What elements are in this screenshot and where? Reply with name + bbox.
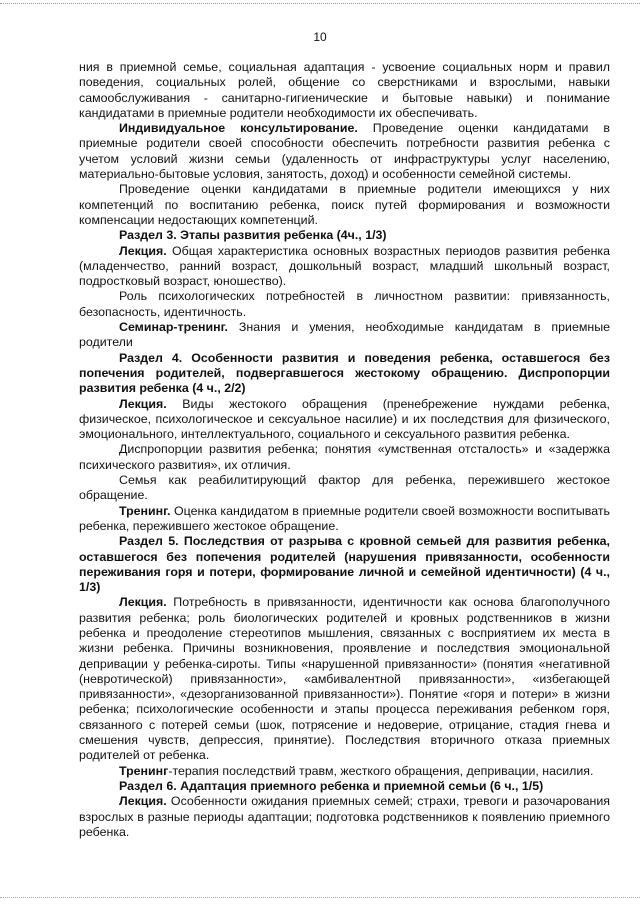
paragraph-text: Потребность в привязанности, идентичности как основа благополучного развития ребенка; роль биологических родителей и кровных родственников в жизни ребенка и преодоление стереотипов мышления, связанных с восприятием их места в жизни ребенка. Причины возникновения, проявление и последствия эмоциональной депривации у ребенка-сироты. Типы «нарушенной привязанности» (понятия «негативной (невротической) привязанности», «амбивалентной привязанности», «избегающей привязанности», «дезорганизованной привязанности»). Понятие «горя и потери» в жизни ребенка; психологические особенности и этапы процесса переживания ребенком горя, связанного с потерей семьи (шок, потрясение и недоверие, отрицание, стадия гнева и смешения чувств, депрессия, принятие). Последствия вторичного отказа приемных родителей от ребенка. — [79, 595, 610, 763]
paragraph-text: Общая характеристика основных возрастных периодов развития ребенка (младенчество, ранний возраст, дошкольный возраст, младший школьный возраст, подростковый возраст, юношество). — [79, 243, 610, 289]
paragraph-individual-consulting — [79, 121, 610, 182]
paragraph-text: Знания и умения, необходимые кандидатам в приемные родители — [79, 320, 610, 350]
paragraph-text: Проведение оценки кандидатами в приемные родители своей способности обеспечить потребности развития ребенка с учетом условий жизни семьи (удаленность от инфраструктуры услуг населению, материально-бытовые условия, занятость, доход) и особенности семейной системы. — [79, 121, 610, 182]
paragraph-text: Особенности ожидания приемных семей; страхи, тревоги и разочарования взрослых в разные периоды адаптации; подготовка родственников к появлению приемного ребенка. — [79, 794, 610, 839]
term-label: Тренинг. — [119, 503, 171, 518]
paragraph-lecture-4 — [79, 397, 610, 443]
term-label: Лекция. — [119, 396, 167, 411]
paragraph-seminar-training — [79, 320, 610, 351]
paragraph-text: Виды жестокого обращения (пренебрежение нуждами ребенка, физическое, психологическое и сексуальное насилие) и их последствия для физического, эмоционального, интеллектуального, социального и сексуального развития ребенка. — [79, 396, 610, 442]
paragraph-text: -терапия последствий травм, жесткого обращения, депривации, насилия. — [168, 763, 594, 778]
section-heading-text: Раздел 3. Этапы развития ребенка (4ч., 1/3) — [119, 228, 387, 243]
section-heading-text: Раздел 5. Последствия от разрыва с кровной семьей для развития ребенка, оставшегося без попечения родителей (нарушения привязанности, особенности переживания горя и потери, формирование личной и семейной идентичности) (4 ч., 1/3) — [79, 534, 610, 595]
term-label: Тренинг — [119, 763, 169, 778]
section-heading-text: Раздел 4. Особенности развития и поведения ребенка, оставшегося без попечения родителей, подвергавшегося жестокому обращению. Диспропорции развития ребенка (4 ч., 2/2) — [79, 350, 610, 396]
paragraph-family-rehab: Семья как реабилитирующий фактор для ребенка, пережившего жестокое обращение. — [79, 473, 610, 503]
paragraph-training-therapy — [79, 764, 610, 779]
paragraph-lecture-5 — [79, 595, 610, 763]
paragraph-competence-assessment: Проведение оценки кандидатами в приемные родители имеющихся у них компетенций по воспитанию ребенка, поиск путей формирования и возможности компенсации недостающих компетенций. — [79, 182, 610, 227]
term-label: Лекция. — [119, 794, 167, 809]
paragraph-text: Оценка кандидатом в приемные родители своей возможности воспитывать ребенка, пережившего жестокое обращение. — [79, 503, 610, 533]
page-body — [79, 60, 610, 840]
scan-edge-bottom — [0, 897, 640, 899]
section-3-heading — [79, 228, 610, 243]
scan-edge-top — [0, 3, 640, 5]
section-4-heading — [79, 351, 610, 397]
term-label: Семинар-тренинг. — [119, 320, 229, 335]
paragraph-lecture-6 — [79, 794, 610, 840]
page-number: 10 — [313, 30, 327, 44]
section-heading-text: Раздел 6. Адаптация приемного ребенка и приемной семьи (6 ч., 1/5) — [119, 778, 544, 793]
term-label: Индивидуальное консультирование. — [119, 121, 358, 136]
paragraph-disproportions: Диспропорции развития ребенка; понятия «умственная отсталость» и «задержка психического развития», их отличия. — [79, 442, 610, 472]
paragraph-psych-needs: Роль психологических потребностей в личностном развитии: привязанность, безопасность, идентичность. — [79, 289, 610, 319]
section-5-heading — [79, 534, 610, 595]
paragraph-continuation: ния в приемной семье, социальная адаптация - усвоение социальных норм и правил поведения, социальных ролей, общение со сверстниками и взрослыми, навыки самообслуживания - санитарно-гигиенические и бытовые навыки) и понимание кандидатами в приемные родители необходимости их обеспечивать. — [79, 60, 610, 120]
term-label: Лекция. — [119, 595, 167, 610]
paragraph-training-4 — [79, 504, 610, 535]
term-label: Лекция. — [119, 243, 167, 258]
paragraph-lecture-3 — [79, 244, 610, 290]
section-6-heading — [79, 779, 610, 794]
